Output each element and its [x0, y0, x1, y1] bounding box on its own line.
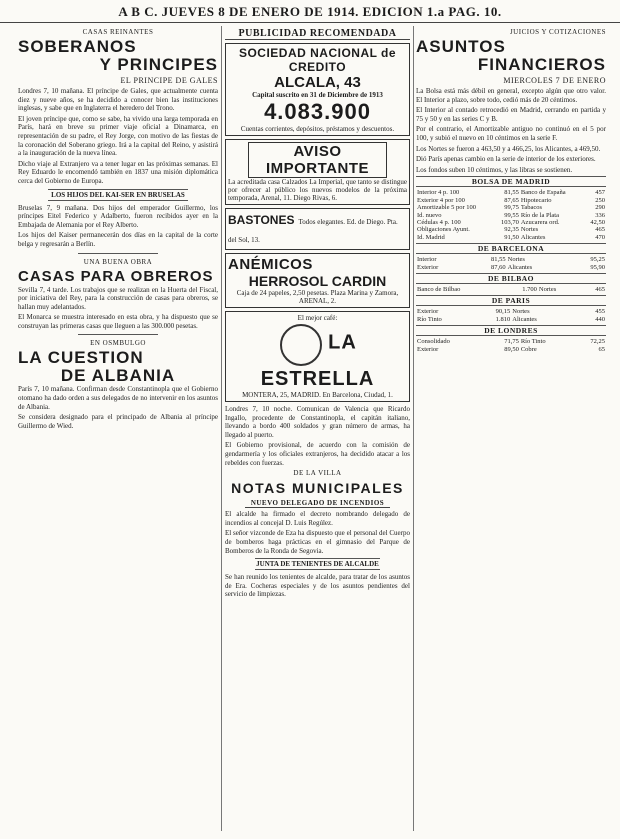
- article-paragraph: Sevilla 7, 4 tarde. Los trabajos que se realizan en la Huerta del Fiscal, por iniciativa del Rey, para la construcción de casas para obreros, se hallan muy adelantados.: [18, 285, 218, 311]
- headline-soberanos: SOBERANOS: [18, 37, 137, 56]
- table-cell: Banco de Bilbao: [417, 286, 461, 293]
- table-row: [416, 316, 606, 323]
- table-cell: Interior 4 p. 100: [417, 189, 460, 197]
- table-cell: 71,75: [504, 338, 519, 346]
- ad-text: Cuentas corrientes, depósitos, préstamos y descuentos.: [240, 125, 395, 133]
- article-paragraph: Los fondos suben 10 céntimos, y las libras se sostienen.: [416, 165, 573, 174]
- section-kicker: PUBLICIDAD RECOMENDADA: [225, 28, 410, 40]
- ad-text: Todos elegantes. Ed. de Diego. Pta. del Sol, 13.: [228, 218, 398, 244]
- headline-casas: CASAS PARA OBREROS: [18, 267, 214, 285]
- table-cell: 455: [595, 308, 605, 316]
- table-cell: Banco de España: [520, 189, 566, 197]
- section-kicker: JUICIOS Y COTIZACIONES: [509, 28, 606, 36]
- article-paragraph: Los Nortes se fueron a 463,50 y a 466,25, los Alicantes, a 469,50.: [416, 144, 601, 153]
- table-row: [416, 226, 606, 233]
- table-cell: Amortizable 5 por 100: [417, 204, 477, 212]
- table-cell: 336: [595, 211, 605, 219]
- star-seal-icon: [280, 324, 322, 366]
- ad-title: AVISO IMPORTANTE: [248, 142, 387, 178]
- table-cell: Hipotecario: [520, 196, 552, 204]
- headline-albania: DE ALBANIA: [60, 366, 176, 386]
- section-kicker: DE LA VILLA: [293, 469, 342, 478]
- table-title: DE BARCELONA: [416, 243, 606, 254]
- table-cell: 465: [595, 226, 605, 234]
- table-cell: 457: [595, 189, 605, 197]
- masthead: A B C. JUEVES 8 DE ENERO DE 1914. EDICION 1.a PAG. 10.: [0, 4, 620, 23]
- ad-la-estrella: [225, 311, 410, 402]
- table-title: BOLSA DE MADRID: [416, 176, 606, 187]
- ad-anemicos: [225, 253, 410, 308]
- article-paragraph: El Gobierno provisional, de acuerdo con la comisión de gendarmería y los oficiales extranjeros, ha decidido atacar a los rebeldes con fuerzas.: [225, 441, 410, 467]
- table-cell: Interior: [417, 256, 437, 264]
- table-cell: 65: [598, 345, 605, 353]
- ad-title: LA ESTRELLA: [260, 331, 375, 390]
- table-cell: 440: [595, 315, 605, 323]
- ad-text: MONTERA, 25, MADRID. En Barcelona, Ciudad, 1.: [242, 391, 393, 399]
- article-paragraph: Dicho viaje al Extranjero va a tener lugar en las próximas semanas. El Rey Eduardo le encomendó también en 1837 una misión diplomática cerca del Gobierno de Europa.: [18, 159, 218, 185]
- ad-address: ALCALA, 43: [274, 74, 361, 91]
- table-cell: Río Tinto: [417, 315, 442, 323]
- section-kicker: UNA BUENA OBRA: [83, 257, 153, 266]
- table-cell: Exterior: [417, 263, 439, 271]
- table-cell: 90,15: [495, 308, 511, 316]
- table-cell: 250: [595, 196, 605, 204]
- table-row: [416, 286, 606, 293]
- table-cell: 87,65: [504, 196, 519, 204]
- table-cell: 1.700: [522, 286, 537, 293]
- table-row: [416, 308, 606, 315]
- table-cell: 81,55: [504, 189, 519, 197]
- subheadline: MIERCOLES 7 DE ENERO: [503, 76, 606, 85]
- ad-aviso: [225, 139, 410, 205]
- subheadline: NUEVO DELEGADO DE INCENDIOS: [245, 499, 390, 508]
- table-cell: Río de la Plata: [520, 211, 559, 219]
- table-cell: 72,25: [590, 338, 605, 346]
- column-rule: [413, 26, 414, 831]
- table-cell: 103,70: [500, 218, 519, 226]
- table-cell: Nortes: [538, 286, 557, 293]
- table-cell: Cédulas 4 p. 100: [417, 218, 461, 226]
- ad-text: Capital suscrito en 31 de Diciembre de 1913: [252, 91, 383, 99]
- section-kicker: LOS HIJOS DEL KAI-SER EN BRUSELAS: [48, 189, 188, 201]
- article-paragraph: París 7, 10 mañana. Confirman desde Constantinopla que el Gobierno otomano ha dado orden a sus delegados de no intervenir en los asuntos de Albania.: [18, 385, 218, 411]
- subheadline: EL PRINCIPE DE GALES: [120, 76, 218, 85]
- column-right: [416, 26, 606, 831]
- table-cell: 470: [595, 233, 605, 241]
- article-paragraph: El joven príncipe que, como se sabe, ha vivido una larga temporada en París, hará en breve su primer viaje oficial a Dinamarca, en representación de su padre, el Rey Jorge, con motivo de las fiestas de la coronación del Soberano griego. Irá a la capital del Reino, y asistirá a la inauguración de la nueva línea.: [18, 114, 218, 158]
- table-cell: Alicantes: [520, 233, 546, 241]
- section-kicker: EN OSMBULGO: [90, 339, 146, 348]
- divider: [78, 334, 158, 335]
- table-cell: 91,50: [504, 233, 519, 241]
- table-row: [416, 264, 606, 271]
- section-kicker: JUNTA DE TENIENTES DE ALCALDE: [256, 560, 379, 569]
- table-cell: 99,75: [504, 204, 519, 212]
- article-paragraph: La Bolsa está más débil en general, excepto algún que otro valor. El Interior a plazo, sobre todo, cedió más de 20 céntimos.: [416, 87, 606, 104]
- ad-title: ANÉMICOS: [228, 256, 313, 273]
- table-cell: Azucarera ord.: [520, 218, 560, 226]
- table-row: [416, 219, 606, 226]
- table-cell: Nortes: [512, 308, 530, 316]
- table-row: [416, 189, 606, 196]
- quotes-table: [416, 308, 606, 323]
- table-cell: Alicantes: [512, 315, 537, 323]
- article-paragraph: El Interior al contado retrocedió en Madrid, cerrando en partida y 75 y 50 y en las series C y B.: [416, 106, 606, 123]
- ad-text: Caja de 24 papeles, 2,50 pesetas. Plaza Marina y Zamora, ARENAL, 2.: [236, 289, 399, 305]
- headline-financieros: FINANCIEROS: [477, 55, 606, 74]
- table-cell: Id. nuevo: [417, 211, 442, 219]
- table-row: [416, 346, 606, 353]
- table-row: [416, 204, 606, 211]
- table-title: DE PARIS: [416, 295, 606, 306]
- table-cell: Tabacos: [520, 204, 543, 212]
- table-cell: 465: [595, 286, 605, 293]
- article-paragraph: Se considera designado para el principado de Albania al príncipe Guillermo de Wied.: [18, 413, 218, 430]
- divider: [78, 253, 158, 254]
- article-paragraph: El alcalde ha firmado el decreto nombrando delegado de incendios al concejal D. Luis Regúlez.: [225, 510, 410, 527]
- column-rule: [221, 26, 222, 831]
- article-paragraph: Bruselas 7, 9 mañana. Dos hijos del emperador Guillermo, los príncipes Eitel Federico y Adalberto, fueron recibidos ayer en la Embajada de Alemania por el Rey Alberto.: [18, 203, 218, 229]
- table-cell: Cobre: [520, 345, 537, 353]
- ad-title: SOCIEDAD NACIONAL de CREDITO: [238, 46, 397, 74]
- table-title: DE LONDRES: [416, 325, 606, 336]
- table-cell: 81,55: [491, 256, 506, 264]
- ad-amount: 4.083.900: [264, 99, 371, 124]
- table-cell: Nortes: [520, 226, 539, 234]
- column-left: [18, 26, 218, 831]
- table-cell: Río Tinto: [520, 338, 546, 346]
- section-kicker: CASAS REINANTES: [82, 28, 154, 36]
- table-cell: Exterior: [417, 345, 439, 353]
- column-middle: [225, 26, 410, 831]
- table-cell: 95,25: [590, 256, 605, 264]
- table-cell: 99,55: [504, 211, 519, 219]
- ad-text: La acreditada casa Calzados La Imperial, que tanto se distingue por ofrecer al público los nuevos modelos de la próxima temporada, Arenal, 11. Diego Rivas, 6.: [228, 178, 407, 202]
- table-cell: Id. Madrid: [417, 233, 445, 241]
- headline-asuntos: ASUNTOS: [416, 37, 506, 56]
- ad-text: El mejor café:: [297, 314, 338, 322]
- table-cell: 290: [595, 204, 605, 212]
- quotes-table: [416, 189, 606, 241]
- ad-title: BASTONES: [228, 213, 295, 227]
- table-cell: 89,50: [504, 345, 519, 353]
- table-row: [416, 338, 606, 345]
- article-paragraph: Los hijos del Kaiser permanecerán dos días en la capital de la corte belga y regresarán a Berlín.: [18, 231, 218, 248]
- ad-sociedad-credito: [225, 43, 410, 136]
- table-cell: Nortes: [507, 256, 525, 264]
- table-cell: Consolidado: [417, 338, 450, 346]
- table-row: [416, 197, 606, 204]
- table-cell: 1.810: [495, 315, 511, 323]
- table-row: [416, 256, 606, 263]
- headline-cuestion: LA CUESTION: [18, 348, 144, 368]
- table-row: [416, 234, 606, 241]
- table-row: [416, 212, 606, 219]
- table-cell: Exterior 4 por 100: [417, 196, 465, 204]
- headline-notas: NOTAS MUNICIPALES: [231, 480, 404, 497]
- quotes-table: [416, 338, 606, 353]
- table-cell: 95,90: [590, 263, 605, 271]
- table-cell: Exterior: [417, 308, 439, 316]
- ad-bastones: [225, 208, 410, 250]
- ad-product: HERROSOL CARDIN: [248, 273, 387, 289]
- table-cell: Obligaciones Ayunt.: [417, 226, 470, 234]
- headline-principes: Y PRINCIPES: [99, 55, 218, 74]
- quotes-table: [416, 286, 606, 293]
- table-cell: 42,50: [590, 218, 605, 226]
- table-title: DE BILBAO: [416, 273, 606, 284]
- quotes-table: [416, 256, 606, 271]
- article-paragraph: El señor vizconde de Eza ha dispuesto que el personal del Cuerpo de bomberos haga prácticas en el gimnasio del Parque de Bomberos de la Ronda de Segovia.: [225, 529, 410, 555]
- article-paragraph: Londres 7, 10 noche. Comunican de Valencia que Ricardo Ingallo, procedente de Constantinopla, el capitán italiano, llevando a bordo 400 soldados y gran número de armas, ha llegado al puerto.: [225, 405, 410, 439]
- article-paragraph: Por el contrario, el Amortizable antiguo no continuó en el 5 por 100, y subió el nuevo en 10 céntimos en la serie F.: [416, 125, 606, 142]
- article-paragraph: Se han reunido los tenientes de alcalde, para tratar de los asuntos de Era. Cocheras especiales y de los asuntos pendientes del servicio de limpiezas.: [225, 573, 410, 599]
- table-cell: 87,60: [491, 263, 506, 271]
- article-paragraph: El Monarca se muestra interesado en esta obra, y ha dispuesto que se construyan las primeras casas que lleguen a las 300.000 pesetas.: [18, 313, 218, 330]
- table-cell: 92,35: [504, 226, 519, 234]
- table-cell: Alicantes: [507, 263, 533, 271]
- article-paragraph: Londres 7, 10 mañana. El príncipe de Gales, que actualmente cuenta diez y nueve años, se ha decidido a conocer bien las instituciones inglesas, y sabe que en Inglaterra el heredero del Trono.: [18, 87, 218, 113]
- article-paragraph: Dió París apenas cambio en la serie de interior de los exteriores.: [416, 155, 596, 164]
